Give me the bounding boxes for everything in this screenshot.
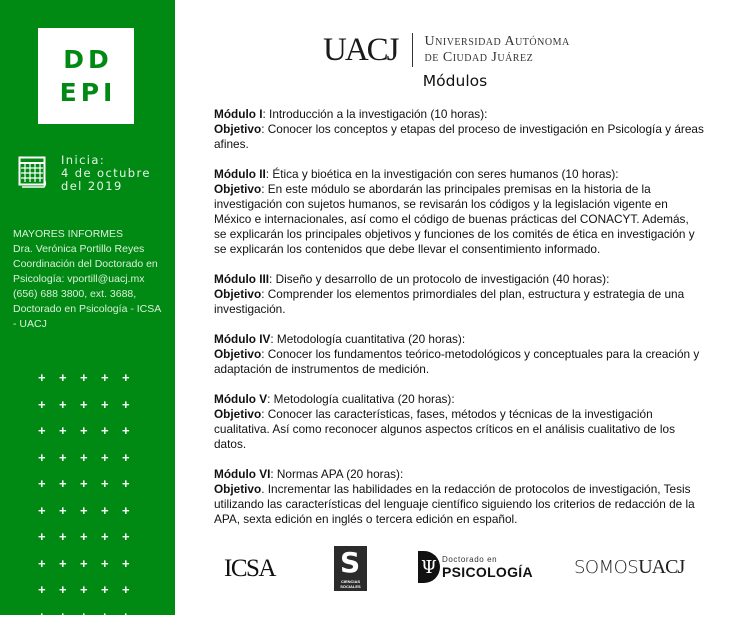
- module-6: [214, 467, 704, 527]
- contact-role: Coordinación del Doctorado en: [13, 257, 173, 272]
- plus-icon: +: [122, 503, 143, 530]
- plus-icon: +: [122, 476, 143, 503]
- plus-icon: +: [80, 450, 101, 477]
- footer-logos: [0, 545, 734, 595]
- plus-icon: +: [122, 397, 143, 424]
- module-name: Módulo VI: [214, 467, 270, 481]
- badge-line-1: DD: [59, 43, 113, 76]
- module-name: Módulo II: [214, 167, 266, 181]
- plus-icon: +: [101, 397, 122, 424]
- objective-text: : Conocer los fundamentos teórico-metodológicos y conceptuales para la creación y adaptación de instrumentos de medición.: [214, 347, 699, 376]
- somos-text: SOMOS: [574, 557, 638, 578]
- plus-icon: +: [38, 397, 59, 424]
- psi-line-2: PSICOLOGÍA: [442, 564, 533, 580]
- plus-row: [38, 503, 143, 530]
- psi-line-1: Doctorado en: [442, 555, 497, 564]
- university-name-line-2: de Ciudad Juárez: [425, 50, 570, 66]
- objective-text: : Comprender los elementos primordiales del plan, estructura y estrategia de una investigación.: [214, 287, 684, 316]
- plus-icon: +: [38, 476, 59, 503]
- objective-label: Objetivo: [214, 407, 261, 421]
- plus-icon: +: [38, 609, 59, 635]
- plus-icon: +: [38, 529, 59, 556]
- plus-icon: +: [59, 450, 80, 477]
- plus-icon: +: [122, 556, 143, 583]
- objective-label: Objetivo: [214, 122, 261, 136]
- module-2: [214, 167, 704, 257]
- plus-icon: +: [80, 397, 101, 424]
- page-title: Módulos: [0, 72, 734, 90]
- plus-icon: +: [101, 370, 122, 397]
- plus-icon: +: [59, 476, 80, 503]
- module-3: [214, 272, 704, 317]
- plus-icon: +: [59, 609, 80, 635]
- objective-label: Objetivo: [214, 287, 261, 301]
- plus-row: [38, 450, 143, 477]
- plus-icon: +: [59, 503, 80, 530]
- university-name: [425, 34, 570, 66]
- contact-name: Dra. Verónica Portillo Reyes: [13, 242, 173, 257]
- plus-icon: +: [122, 370, 143, 397]
- contact-dept: Doctorado en Psicología - ICSA: [13, 302, 173, 317]
- logo-divider: [412, 33, 413, 67]
- plus-icon: +: [80, 423, 101, 450]
- start-label: Inicia:: [61, 154, 151, 167]
- plus-icon: +: [38, 556, 59, 583]
- plus-icon: +: [38, 582, 59, 609]
- plus-icon: +: [101, 609, 122, 635]
- plus-row: [38, 609, 143, 635]
- module-name: Módulo III: [214, 272, 269, 286]
- plus-icon: +: [101, 582, 122, 609]
- plus-icon: +: [80, 582, 101, 609]
- plus-icon: +: [38, 503, 59, 530]
- objective-label: Objetivo: [214, 347, 261, 361]
- contact-dept-cont: - UACJ: [13, 317, 173, 332]
- plus-icon: +: [101, 450, 122, 477]
- module-4: [214, 332, 704, 377]
- plus-icon: +: [38, 450, 59, 477]
- objective-text: . Incrementar las habilidades en la redacción de protocolos de investigación, Tesis utilizando las características del lenguaje científico siguiendo los criterios de redacción de la APA, sexta edición en inglés o tercera edición en español.: [214, 482, 695, 526]
- module-title: : Ética y bioética en la investigación con seres humanos (10 horas):: [266, 167, 619, 181]
- plus-icon: +: [101, 503, 122, 530]
- contact-info: [13, 227, 173, 332]
- objective-text: : Conocer los conceptos y etapas del proceso de investigación en Psicología y áreas afines.: [214, 122, 704, 151]
- plus-icon: +: [38, 370, 59, 397]
- contact-email: Psicología: vportill@uacj.mx: [13, 272, 173, 287]
- module-title: : Introducción a la investigación (10 horas):: [262, 107, 487, 121]
- plus-icon: +: [59, 423, 80, 450]
- objective-text: : En este módulo se abordarán las principales premisas en la historia de la investigación con sujetos humanos, se revisarán los códigos y la legislación vigente en México e internacionales, así como el código de buenas prácticas del CONACYT. Además, se explicarán los principales objetivos y funciones de los comités de ética en investigación y se explicarán los contenidos que debe llevar el consentimiento informado.: [214, 182, 695, 256]
- plus-pattern: [38, 370, 143, 635]
- plus-row: [38, 423, 143, 450]
- plus-icon: +: [59, 582, 80, 609]
- module-title: : Metodología cualitativa (20 horas):: [267, 392, 455, 406]
- plus-row: [38, 370, 143, 397]
- contact-heading: MAYORES INFORMES: [13, 227, 173, 242]
- uacj-logo: [323, 30, 570, 70]
- plus-icon: +: [80, 476, 101, 503]
- uacj-text: UACJ: [638, 556, 684, 578]
- sidebar: [0, 0, 175, 615]
- plus-icon: +: [80, 609, 101, 635]
- ciencias-sociales-logo: [334, 546, 367, 591]
- module-name: Módulo V: [214, 392, 267, 406]
- start-date-line-1: 4 de octubre: [61, 167, 151, 180]
- module-title: : Diseño y desarrollo de un protocolo de investigación (40 horas):: [269, 272, 609, 286]
- plus-icon: +: [122, 609, 143, 635]
- plus-icon: +: [80, 529, 101, 556]
- objective-label: Objetivo: [214, 182, 261, 196]
- plus-icon: +: [59, 370, 80, 397]
- start-date: [61, 154, 151, 193]
- plus-icon: +: [122, 582, 143, 609]
- plus-icon: +: [80, 370, 101, 397]
- objective-text: : Conocer las características, fases, métodos y técnicas de la investigación cualitativa. Así como reconocer algunos aspectos críticos en el análisis cualitativo de los datos.: [214, 407, 675, 451]
- contact-phone: (656) 688 3800, ext. 3688,: [13, 287, 173, 302]
- plus-icon: +: [101, 476, 122, 503]
- plus-icon: +: [101, 556, 122, 583]
- calendar-icon: [18, 156, 48, 188]
- plus-icon: +: [122, 423, 143, 450]
- module-list: [214, 107, 704, 542]
- module-title: : Metodología cuantitativa (20 horas):: [270, 332, 465, 346]
- module-1: [214, 107, 704, 152]
- plus-icon: +: [101, 529, 122, 556]
- plus-icon: +: [101, 423, 122, 450]
- plus-row: [38, 476, 143, 503]
- plus-icon: +: [122, 450, 143, 477]
- module-name: Módulo I: [214, 107, 262, 121]
- module-name: Módulo IV: [214, 332, 270, 346]
- plus-icon: +: [59, 529, 80, 556]
- objective-label: Objetivo: [214, 482, 261, 496]
- psi-icon: Ψ: [421, 557, 437, 578]
- module-title: : Normas APA (20 horas):: [270, 467, 403, 481]
- cs-caption: CIENCIAS SOCIALES: [335, 579, 366, 589]
- plus-row: [38, 397, 143, 424]
- plus-icon: +: [59, 397, 80, 424]
- module-5: [214, 392, 704, 452]
- plus-icon: +: [80, 556, 101, 583]
- start-date-line-2: del 2019: [61, 180, 151, 193]
- plus-icon: +: [59, 556, 80, 583]
- plus-icon: +: [122, 529, 143, 556]
- somos-uacj-logo: [574, 556, 684, 579]
- badge-line-2: EPI: [56, 76, 117, 109]
- plus-icon: +: [80, 503, 101, 530]
- university-name-line-1: Universidad Autónoma: [425, 34, 570, 50]
- icsa-logo: ICSA: [224, 555, 275, 583]
- plus-icon: +: [38, 423, 59, 450]
- cs-mark: S: [340, 546, 360, 579]
- uacj-mark: UACJ: [323, 33, 398, 67]
